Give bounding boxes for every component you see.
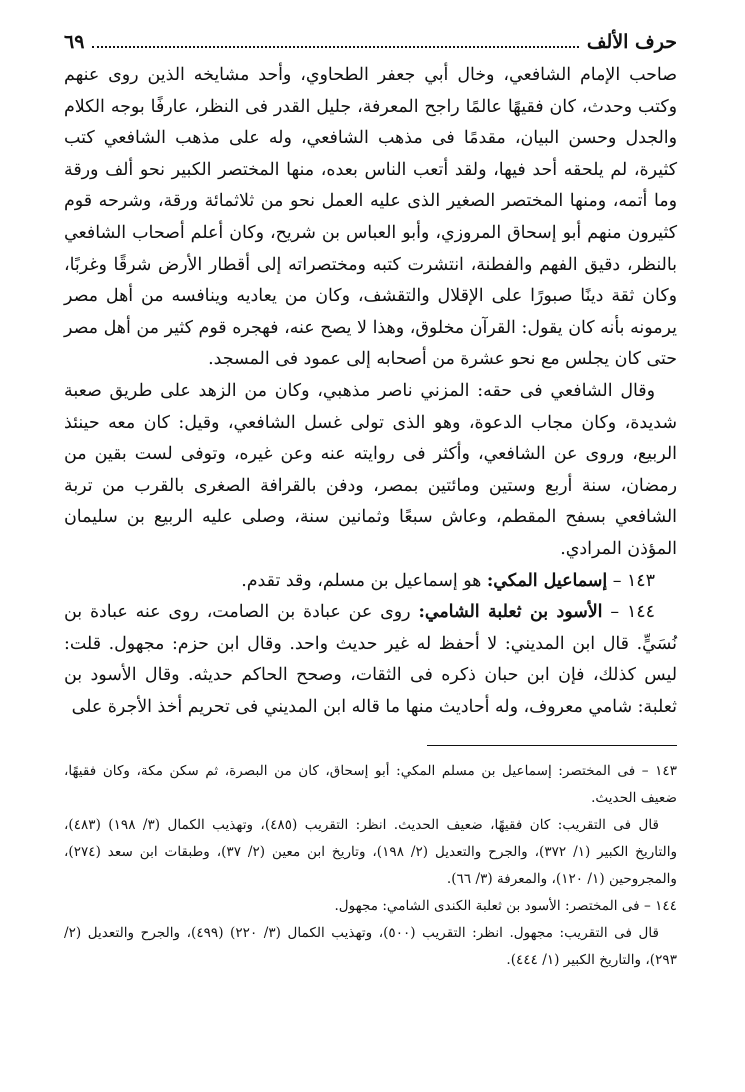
- main-text: [64, 60, 677, 723]
- page-header: [64, 28, 677, 56]
- footnote: قال فى التقريب: كان فقيهًا، ضعيف الحديث. انظر: التقريب (٤٨٥)، وتهذيب الكمال (٣/ ١٩٨) (٤٨٣)، والتاريخ الكبير (١/ ٣٧٢)، والجرح والتعديل (٢/ ١٩٨)، وتاريخ ابن معين (٢/ ٣٧)، وطبقات ابن سعد (٢٧٤)، والمجروحين (١/ ١٢٠)، والمعرفة (٣/ ٦٦).: [64, 817, 678, 888]
- entry-143: [64, 566, 677, 598]
- entry-144: [64, 597, 677, 723]
- footnote-separator: [427, 745, 677, 746]
- paragraph: صاحب الإمام الشافعي، وخال أبي جعفر الطحاوي، وأحد مشايخه الذين روى عنهم وكتب وحدث، كان فقيهًا عالمًا راجح المعرفة، جليل القدر فى النظر، عارفًا بوجه الكلام والجدل وحسن البيان، مقدمًا فى مذهب الشافعي، وله على مذهب الشافعي كتب كثيرة، لم يلحقه أحد فيها، ولقد أتعب الناس بعده، منها المختصر الكبير نحو ألف ورقة وما أتمه، ومنها المختصر الصغير الذى عليه العمل نحو من ثلاثمائة ورقة، وشرحه قوم كثيرون منهم أبو إسحاق المروزي، وأبو العباس بن شريح، وكان أعلم أصحاب الشافعي بالنظر، دقيق الفهم والفطنة، انتشرت كتبه ومختصراته إلى أقطار الأرض شرقًا وغربًا، وكان ثقة دينًا صبورًا على الإقلال والتقشف، وكان من يعاديه وينافسه من أهل مصر يرمونه بأنه كان يقول: القرآن مخلوق، وهذا لا يصح عنه، فهجره قوم كثير من أهل مصر حتى كان يجلس مع نحو عشرة من أصحابه إلى عمود فى المسجد.: [64, 65, 677, 370]
- paragraph: وقال الشافعي فى حقه: المزني ناصر مذهبي، وكان من الزهد على طريق صعبة شديدة، وكان مجاب الدعوة، وهو الذى تولى غسل الشافعي، وقيل: كان معه حينئذ الربيع، وروى عن الشافعي، وأكثر فى روايته عنه وعن غيره، وتوفى لست بقين من رمضان، سنة أربع وستين ومائتين بمصر، ودفن بالقرافة الصغرى بالقرب من تربة الشافعي بسفح المقطم، وعاش سبعًا وثمانين سنة، وصلى عليه الربيع بن سليمان المؤذن المرادي.: [64, 380, 677, 559]
- entry-text: هو إسماعيل بن مسلم، وقد تقدم.: [241, 570, 482, 591]
- running-title: حرف الألف: [586, 31, 677, 53]
- entry-name: الأسود بن ثعلبة الشامي:: [418, 602, 603, 623]
- footnote: ١٤٤ – فى المختصر: الأسود بن ثعلبة الكندى الشامي: مجهول.: [334, 898, 677, 915]
- entry-number: ١٤٣ –: [612, 570, 655, 591]
- footnote: قال فى التقريب: مجهول. انظر: التقريب (٥٠٠)، وتهذيب الكمال (٣/ ٢٢٠) (٤٩٩)، والجرح والتعديل (٢/ ٢٩٣)، والتاريخ الكبير (١/ ٤٤٤).: [64, 925, 677, 969]
- footnotes: [64, 758, 677, 974]
- footnote: ١٤٣ – فى المختصر: إسماعيل بن مسلم المكي: أبو إسحاق، كان من البصرة، ثم سكن مكة، وكان فقيهًا، ضعيف الحديث.: [64, 763, 677, 807]
- entry-text: روى عن عبادة بن الصامت، روى عنه عبادة بن نُسَيٍّ. قال ابن المديني: لا أحفظ له غير حديث واحد. وقال ابن حزم: مجهول. قلت: ليس كذلك، فإن ابن حبان ذكره فى الثقات، وصحح الحاكم حديثه. وقال الأسود بن ثعلبة: شامي معروف، وله أحاديث منها ما قاله ابن المديني فى تحريم أخذ الأجرة على: [64, 602, 677, 717]
- page-number: ٦٩: [64, 31, 85, 53]
- entry-number: ١٤٤ –: [610, 602, 655, 623]
- entry-name: إسماعيل المكي:: [486, 570, 608, 591]
- header-dotted-leader: [92, 46, 578, 48]
